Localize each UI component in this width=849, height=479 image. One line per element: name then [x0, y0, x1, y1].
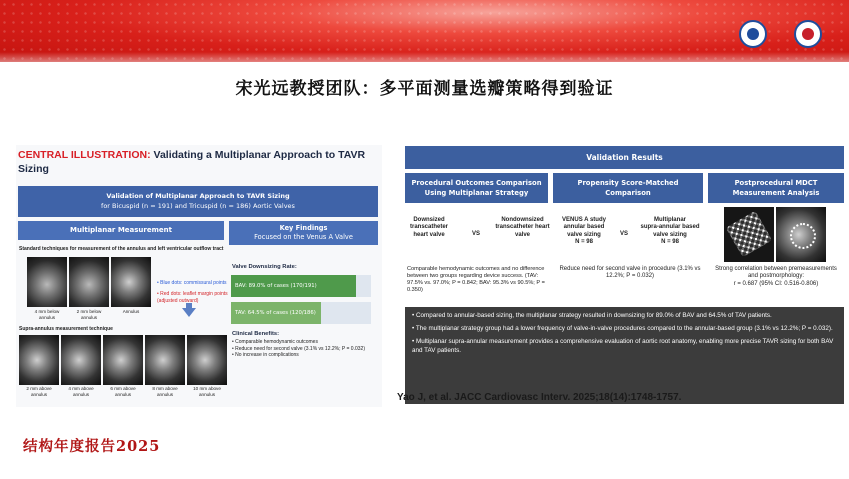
- multiplanar-line: Multiplanar: [653, 217, 686, 223]
- ct-label: 2 mm below annulus: [76, 309, 102, 320]
- legend-red-dots: • Red dots: leaflet margin points (adjusted outward): [157, 291, 228, 304]
- header-line: Comparison: [605, 189, 651, 197]
- banner-fade: [0, 52, 849, 74]
- citation-reference: Yao J, et al. JACC Cardiovasc Interv. 2025;18(14):1748-1757.: [397, 392, 682, 403]
- venus-line: annular based valve sizing: [563, 224, 605, 238]
- downsizing-rate-label: Valve Downsizing Rate:: [232, 264, 297, 270]
- validation-banner: [18, 186, 378, 217]
- stent-icon: [726, 211, 772, 257]
- nondownsized-label: Nondownsized transcatheter heart valve: [495, 217, 550, 238]
- venus-a-label: [556, 217, 612, 247]
- legend-blue-dots: • Blue dots: commissural points: [157, 280, 227, 286]
- hospital-logo-icon: [739, 20, 767, 48]
- validation-banner-line1: Validation of Multiplanar Approach to TAVR Sizing: [106, 192, 290, 200]
- clinical-benefits-title: Clinical Benefits:: [232, 331, 280, 337]
- multiplanar-n: N = 98: [661, 239, 679, 246]
- ct-image-4mm-above: [61, 335, 101, 385]
- validation-results-title: Validation Results: [405, 146, 844, 169]
- ct-label: 10 mm above annulus: [193, 386, 221, 397]
- ct-label: 4 mm above annulus: [68, 386, 94, 397]
- mdct-line: and postmorphology:: [747, 273, 805, 280]
- ct-image-10mm-above: [187, 335, 227, 385]
- header-line: Measurement Analysis: [732, 189, 820, 197]
- title-text: Validating a Multiplanar Approach to TAVR Sizing: [18, 149, 366, 175]
- central-illustration-title: [18, 148, 378, 176]
- mdct-analysis-header: [708, 173, 844, 203]
- mdct-analysis-text: [708, 266, 844, 288]
- key-findings-line1: Key Findings: [279, 224, 328, 232]
- page-title: 宋光远教授团队：多平面测量选瓣策略得到验证: [235, 79, 614, 99]
- ct-image-2mm-above: [19, 335, 59, 385]
- key-findings-header: [229, 221, 378, 245]
- procedural-outcomes-header: [405, 173, 548, 203]
- list-item: • No increase in complications: [232, 352, 299, 358]
- propensity-score-header: [553, 173, 703, 203]
- list-item: • Multiplanar supra-annular measurement provides a comprehensive evaluation of aortic root anatomy, enabling more precise TAVR sizing for both BAV and TAV patients.: [412, 338, 834, 354]
- list-item: • The multiplanar strategy group had a lower frequency of valve-in-valve procedures compared to the annular-based group (3.1% vs 12.2%; P = 0.032).: [412, 325, 833, 332]
- valve-ring-icon: [790, 223, 816, 249]
- header-line: Using Multiplanar Strategy: [424, 189, 529, 197]
- mdct-line: Strong correlation between premeasurements: [715, 266, 837, 272]
- bav-bar-fill: BAV: 89.0% of cases (170/191): [231, 275, 356, 297]
- multiplanar-header: Multiplanar Measurement: [18, 221, 224, 240]
- postprocedural-ct-image: [776, 207, 826, 262]
- ct-image-6mm-above: [103, 335, 143, 385]
- stent-image-frame: [724, 207, 774, 262]
- arrow-down-icon: [182, 308, 196, 317]
- ct-label: Annulus: [122, 309, 140, 314]
- ct-label: 4 mm below annulus: [34, 309, 60, 320]
- ct-image-annulus: [111, 257, 151, 307]
- bav-bar-track: [231, 275, 371, 297]
- list-item: • Compared to annular-based sizing, the multiplanar strategy resulted in downsizing for 89.0% of BAV and 64.5% of TAV patients.: [412, 312, 772, 319]
- title-prefix: CENTRAL ILLUSTRATION:: [18, 149, 151, 161]
- vs-label: VS: [619, 231, 628, 237]
- institute-logo-icon: [794, 20, 822, 48]
- downsized-label: Downsized transcatheter heart valve: [409, 217, 448, 238]
- header-line: Propensity Score-Matched: [577, 179, 679, 187]
- clinical-benefits-list: [232, 339, 382, 359]
- footer-title: 结构年度报告2025: [23, 438, 161, 455]
- tav-bar-fill: TAV: 64.5% of cases (120/186): [231, 302, 321, 324]
- header-line: Procedural Outcomes Comparison: [411, 179, 542, 187]
- venus-line: VENUS A study: [562, 217, 606, 223]
- list-item: • Comparable hemodynamic outcomes: [232, 339, 318, 345]
- venus-n: N = 98: [575, 239, 593, 246]
- multiplanar-line: supra-annular based valve sizing: [640, 224, 700, 238]
- tav-bar-track: [231, 302, 371, 324]
- key-findings-line2: Focused on the Venus A Valve: [254, 233, 353, 241]
- summary-bullets: [412, 311, 840, 355]
- header-line: Postprocedural MDCT: [734, 179, 818, 187]
- validation-banner-line2: for Bicuspid (n = 191) and Tricuspid (n = 186) Aortic Valves: [101, 202, 295, 210]
- ct-label: 8 mm above annulus: [152, 386, 178, 397]
- ct-label: 2 mm above annulus: [26, 386, 52, 397]
- standard-techniques-label: Standard techniques for measurement of the annulus and left ventricular outflow tract: [19, 246, 224, 252]
- mdct-line: r = 0.687 (95% CI: 0.516-0.806): [733, 280, 819, 287]
- ct-image-8mm-above: [145, 335, 185, 385]
- vs-label: VS: [471, 231, 480, 237]
- ct-image-4mm-below: [27, 257, 67, 307]
- ct-image-2mm-below: [69, 257, 109, 307]
- propensity-score-text: Reduce need for second valve in procedure (3.1% vs 12.2%; P = 0.032): [559, 266, 701, 280]
- multiplanar-label: [636, 217, 704, 247]
- supra-annulus-title: Supra-annulus measurement technique: [19, 326, 113, 332]
- list-item: • Reduce need for second valve (3.1% vs 12.2%; P = 0.032): [232, 345, 365, 352]
- ct-label: 6 mm above annulus: [110, 386, 136, 397]
- procedural-outcomes-text: Comparable hemodynamic outcomes and no difference between two groups regarding device success. (TAV: 97.5% vs. 97.0%; P = 0.842; BAV: 95.3% vs 90.5%; P = 0.350): [407, 266, 545, 293]
